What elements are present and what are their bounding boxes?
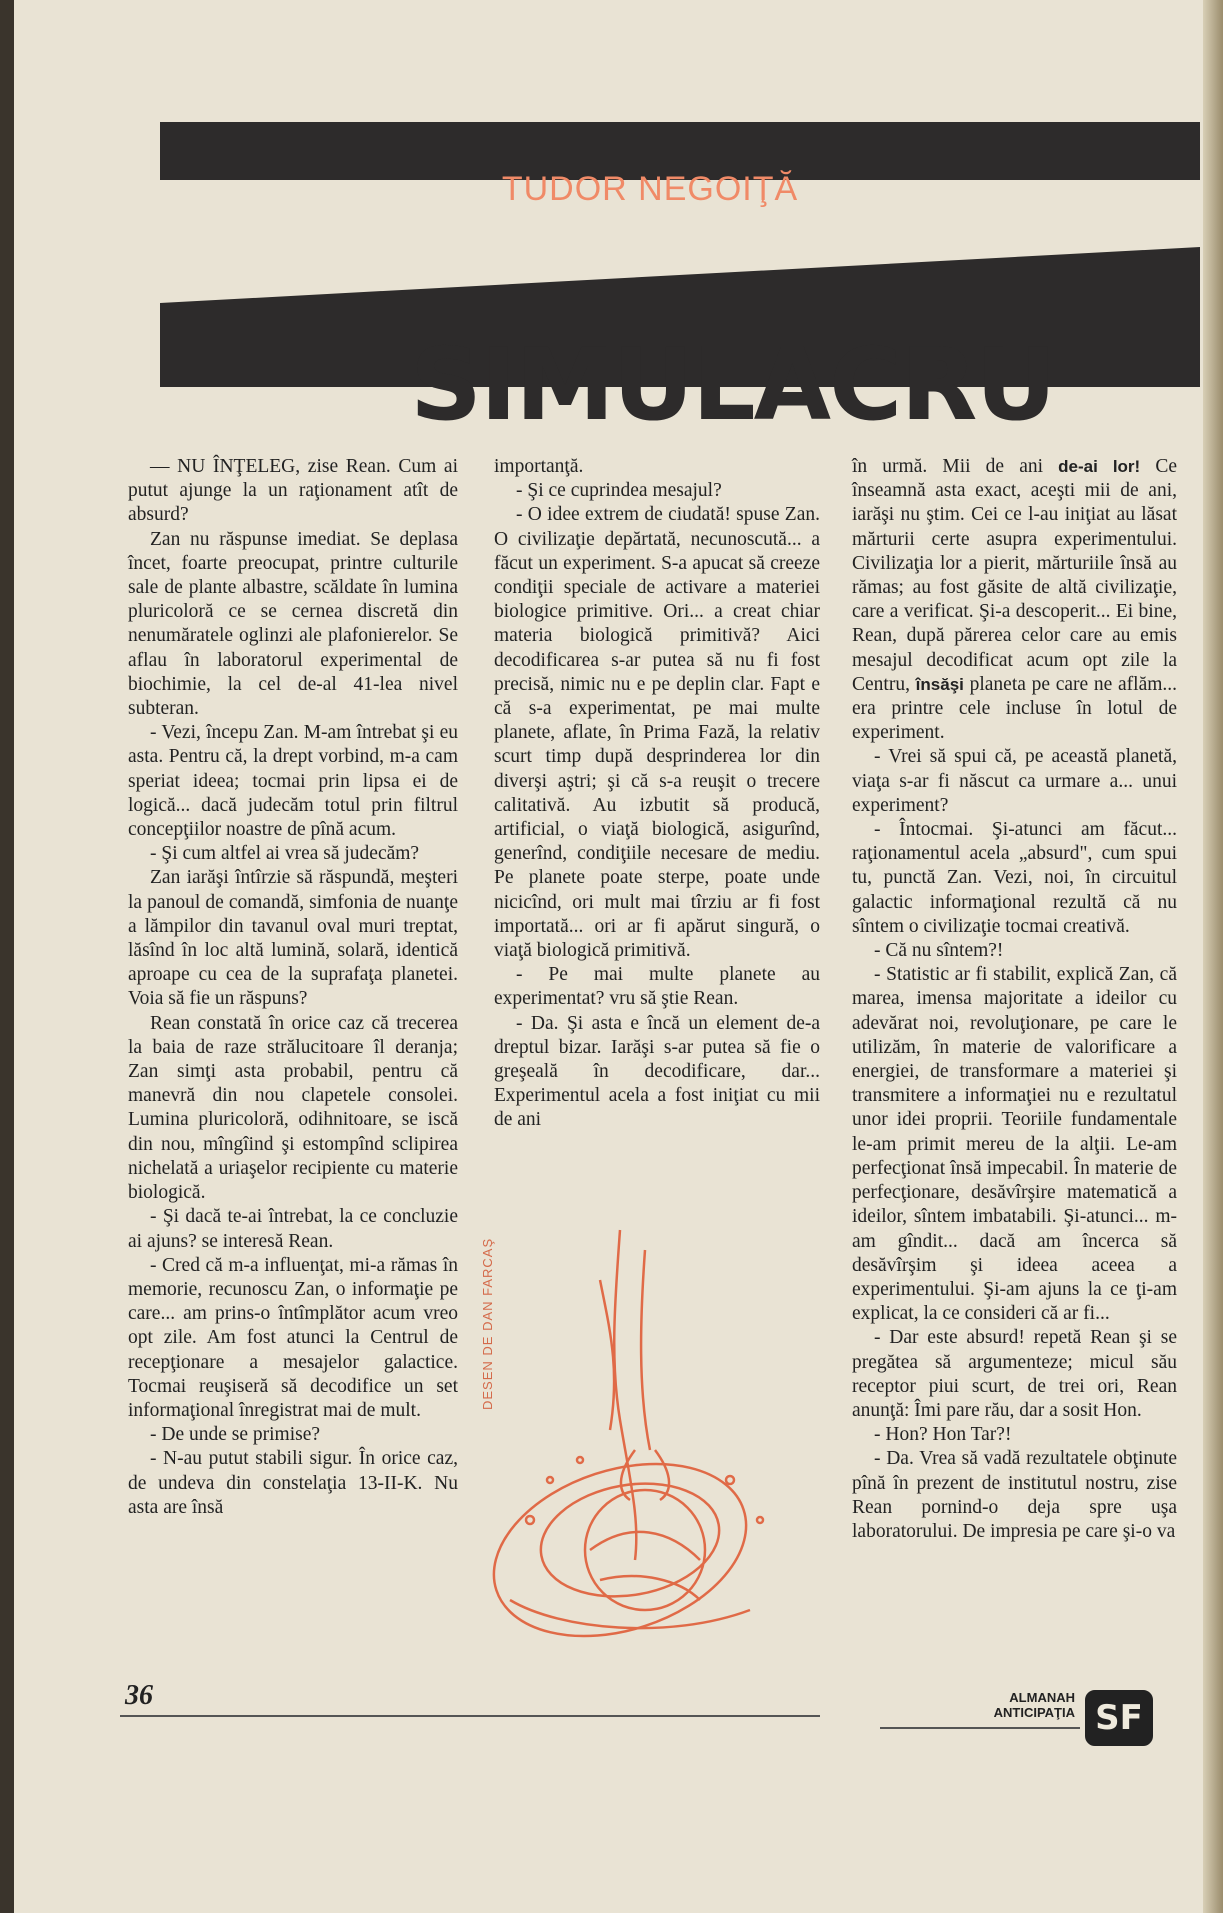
paragraph: - Pe mai multe planete au experimentat? vru să ştie Rean. [494,964,820,1010]
paragraph: - Hon? Hon Tar?! [874,1424,1012,1446]
paragraph: - Întocmai. Şi-atunci am făcut... raţionamentul acela „absurd", cum spui tu, punctă Zan. Vezi, noi, în circuitul galactic informaţional rezultă că nu sîntem o civilizaţie tocmai creativă. [852,819,1177,937]
footer-brand [945,1690,1075,1720]
paragraph: - Da. Şi asta e încă un element de-a dreptul bizar. Iarăşi s-ar putea să fie o greşeală în decodificare, dar... Experimentul acela a fost iniţiat cu mii de ani [494,1012,820,1131]
text-run: în urmă. Mii de ani [852,456,1044,477]
paragraph: Zan iarăşi întîrzie să răspundă, meşteri la panoul de comandă, simfonia de nuanţe a lămpilor din tavanul oval muri treptat, lăsînd în loc altă lumină, solară, identică aproape cu cea de la suprafaţa planetei. Voia să fie un răspuns? [128,867,458,1010]
paragraph: - O idee extrem de ciudată! spuse Zan. O civilizaţie depărtată, necunoscută... a făcut un experiment. S-a apucat să creeze condiţii speciale de activare a materiei biologice primitive. Ori... a creat chiar materia biologică primitivă? Aici decodificarea s-ar putea să nu fi fost precisă, nimic nu e pe deplin clar. Fapt e că s-a experimentat, pe mai multe planete, aflate, în Prima Fază, la relativ scurt timp după desprinderea lor din diverşi aştri; şi că s-a reuşit o trecere calitativă. Au izbutit să producă, artificial, o viaţă biologică, asigurînd, generînd, condiţiile necesare de mediu. Pe planete poate sterpe, poate unde nicicînd, ori mult mai tîrziu ar fi fost importată... ori ar fi apărut singură, o viaţă biologică primitivă. [494,504,820,962]
footer-rule [120,1715,820,1717]
paragraph: - Şi cum altfel ai vrea să judecăm? [150,843,420,865]
page-edge-right [1203,0,1223,1913]
paragraph [852,455,1177,745]
text-column-3 [852,455,1177,1544]
paragraph: - Statistic ar fi stabilit, explică Zan, că marea, imensa majoritate a ideilor cu adevărat noi, revoluţionare, pe care le utilizăm, în materie de valorificare a energiei, de transformare a materiei şi transmitere a informaţiei nu e rezultatul unor idei proprii. Teoriile fundamentale le-am primit mereu de la alţii. Le-am perfecţionat însă impecabil. În materie de perfecţionare, desăvîrşire matematică a ideilor, sîntem imbatabili. Şi-atunci... m-am gîndit... dacă am încerca să desăvîrşim şi ideea aceea a experimentului. Şi-am ajuns la ce ţi-am explicat, la ce consideri că ar fi... [852,964,1177,1325]
text-run: planeta pe care ne aflăm... era printre cele incluse în lotul de experiment. [852,673,1178,744]
footer-rule [880,1727,1080,1729]
paragraph: - Că nu sîntem?! [874,940,1004,962]
paragraph: — NU ÎNŢELEG, zise Rean. Cum ai putut ajunge la un raţionament atît de absurd? [128,456,458,526]
page-number: 36 [125,1680,153,1711]
text-column-2 [494,455,820,1133]
story-title: SIMULACRU [410,326,1055,443]
illustration-credit: DESEN DE DAN FARCAŞ [480,1237,495,1410]
paragraph: - De unde se primise? [150,1424,321,1446]
bold-text: însăşi [915,674,964,694]
sf-logo: SF [1085,1690,1153,1746]
paragraph: - Dar este absurd! repetă Rean şi se pregătea să argumenteze; micul său receptor piui scurt, de trei ori, Rean anunţă: Îmi pare rău, dar a sosit Hon. [852,1327,1177,1421]
text-run: Ce înseamnă asta exact, aceşti mii de ani, iarăşi nu ştim. Cei ce l-au iniţiat au lăsat mărturii certe asupra experimentului. Civilizaţia lor a pierit, mărturiile însă au rămas; au fost găsite de altă civilizaţie, care a verificat. Şi-a descoperit... Ei bine, Rean, după părerea celor care au emis mesajul decodificat acum opt zile la Centru, [852,456,1178,695]
paragraph: - Şi dacă te-ai întrebat, la ce concluzie ai ajuns? se interesă Rean. [128,1206,458,1252]
illustration-drawing [470,1220,810,1650]
brand-line: ANTICIPAŢIA [993,1705,1075,1720]
brand-line: ALMANAH [1009,1690,1075,1705]
paragraph: - Vezi, începu Zan. M-am întrebat şi eu asta. Pentru că, la drept vorbind, m-a cam speriat ideea; tocmai prin lipsa ei de logică... dacă judecăm totul prin filtrul concepţiilor noastre de pînă acum. [128,722,458,841]
text-column-1 [128,455,458,1520]
author-name: TUDOR NEGOIŢĂ [501,170,799,208]
page-edge-left [0,0,14,1913]
paragraph: - Vrei să spui că, pe această planetă, viaţa s-ar fi născut ca urmare a... unui experiment? [852,746,1177,816]
paragraph: importanţă. [494,456,584,477]
paragraph: Rean constată în orice caz că trecerea la baia de raze strălucitoare îl deranja; Zan simţi asta probabil, pentru că manevră din nou clapetele consolei. Lumina pluricoloră, odihnitoare, se iscă din nou, mîngîind şi estompînd sclipirea nichelată a uriaşelor recipiente cu materie biologică. [128,1012,458,1204]
paragraph: Zan nu răspunse imediat. Se deplasa încet, foarte preocupat, printre culturile sale de plante albastre, scăldate în lumina pluricoloră ce se cernea discretă din nenumăratele oglinzi ale plafonierelor. Se aflau în laboratorul experimental de biochimie, la cel de-al 41-lea nivel subteran. [128,528,458,720]
paragraph: - N-au putut stabili sigur. În orice caz, de undeva din constelaţia 13-II-K. Nu asta are însă [128,1448,458,1518]
paragraph: - Cred că m-a influenţat, mi-a rămas în memorie, recunoscu Zan, o informaţie pe care... am prins-o întîmplător acum vreo opt zile. Am fost atunci la Centrul de recepţionare a mesajelor galactice. Tocmai reuşiseră să decodifice un set informaţional înregistrat mai de mult. [128,1254,458,1421]
paragraph: - Da. Vrea să vadă rezultatele obţinute pînă în prezent de institutul nostru, zise Rean pornind-o deja spre uşa laboratorului. De impresia pe care şi-o va [852,1448,1177,1542]
bold-text: de-ai lor! [1058,457,1141,476]
paragraph: - Şi ce cuprindea mesajul? [516,480,722,502]
